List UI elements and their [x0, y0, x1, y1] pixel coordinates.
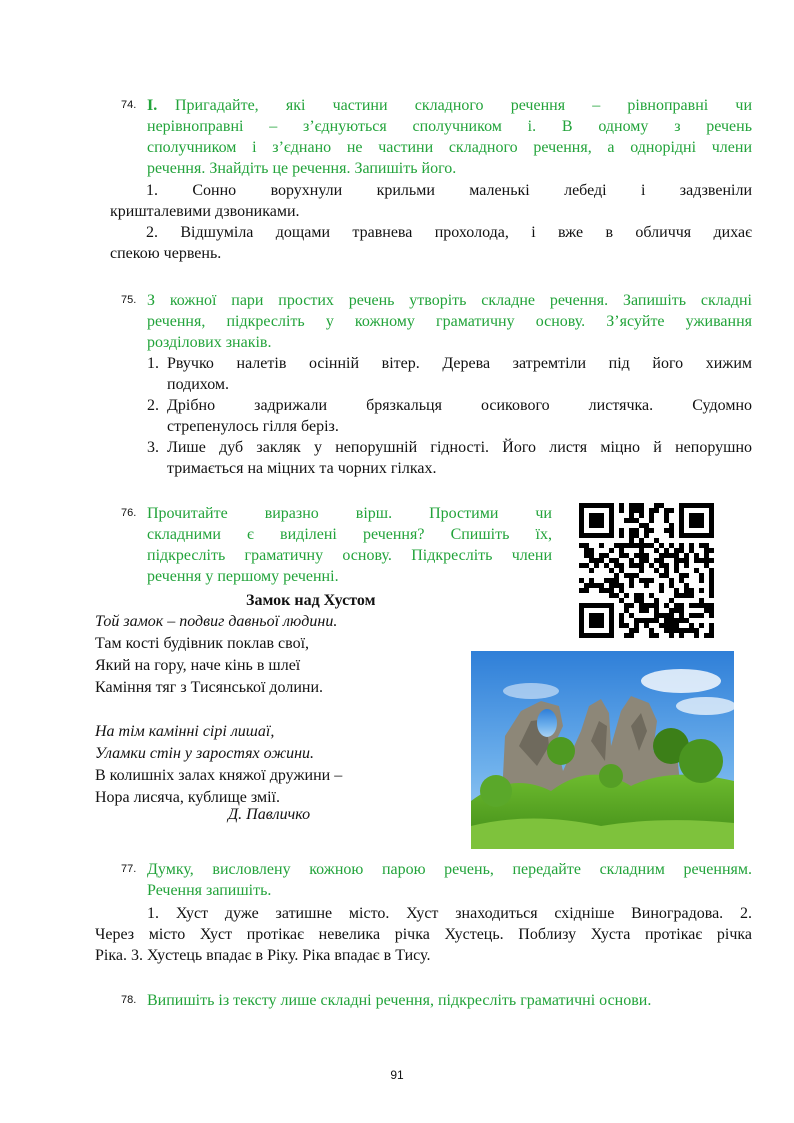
list-item-line: тримається на міцних та чорних гілках.	[167, 460, 437, 477]
list-item	[147, 353, 752, 395]
instruction-line: нерівноправні – з’єднуються сполучником і. В одному з речень	[147, 118, 752, 135]
instruction-line: речення, підкресліть у кожному граматичну основу. З’ясуйте уживання	[147, 313, 752, 330]
poem-line: В колишніх залах княжої дружини –	[95, 767, 343, 784]
list-item	[147, 437, 752, 479]
poem	[95, 611, 342, 809]
qr-code-graphic	[579, 503, 714, 638]
exercise-74-sentences	[110, 180, 752, 264]
sentence-1-first-line: 1. Сонно ворухнули крильми маленькі лебеді і задзвеніли	[146, 182, 752, 199]
instruction-line: речення у першому реченні.	[147, 568, 339, 585]
exercise-78-instruction: Випишіть із тексту лише складні речення, підкресліть граматичні основи.	[147, 992, 652, 1009]
list-item-line: Дрібно задрижали брязкальця осикового листячка. Судомно	[167, 397, 752, 414]
exercise-77-instruction	[147, 859, 752, 901]
poem-line-highlighted: Уламки стін у заростях ожини.	[95, 745, 315, 762]
instruction-line: Пригадайте, які частини складного речення – рівноправні чи	[175, 97, 752, 114]
exercise-75-number: 75.	[121, 294, 137, 306]
exercise-75-items	[147, 353, 752, 479]
exercise-74-instruction	[147, 95, 752, 179]
body-line: Ріка. 3. Хустець впадає в Ріку. Ріка впадає в Тису.	[95, 947, 431, 964]
list-item-line: стрепенулось гілля беріз.	[167, 418, 339, 435]
page-number: 91	[390, 1068, 404, 1082]
list-item-line: подихом.	[167, 376, 230, 393]
poem-author: Д. Павличко	[228, 806, 311, 823]
list-item-number: 2.	[147, 397, 159, 414]
poem-line: Там кості будівник поклав свої,	[95, 635, 310, 652]
sentence-2-first-line: 2. Відшуміла дощами травнева прохолода, і вже в обличчя дихає	[146, 224, 752, 241]
instruction-line: З кожної пари простих речень утворіть складне речення. Запишіть складні	[147, 292, 752, 309]
qr-code[interactable]	[579, 503, 714, 638]
exercise-76-instruction	[147, 503, 552, 587]
castle-ruins-photo	[471, 651, 734, 849]
poem-line: Каміння тяг з Тисянської долини.	[95, 679, 324, 696]
sentence-1-rest: кришталевими дзвониками.	[110, 203, 300, 220]
instruction-line: Думку, висловлену кожною парою речень, передайте складним реченням.	[147, 861, 752, 878]
exercise-77-body	[95, 903, 752, 966]
instruction-line: речення. Знайдіть це речення. Запишіть його.	[147, 160, 457, 177]
list-item-number: 3.	[147, 439, 159, 456]
exercise-77-number: 77.	[121, 863, 137, 875]
instruction-line: Прочитайте виразно вірш. Простими чи	[147, 505, 552, 522]
sentence-2-rest: спекою червень.	[110, 245, 222, 262]
list-item-number: 1.	[147, 355, 159, 372]
exercise-74-number: 74.	[121, 99, 137, 111]
exercise-76-number: 76.	[121, 507, 137, 519]
poem-line-highlighted: Той замок – подвиг давньої людини.	[95, 613, 338, 630]
instruction-line: складними є виділені речення? Спишіть їх,	[147, 526, 552, 543]
instruction-line: підкресліть граматичну основу. Підкресліть члени	[147, 547, 552, 564]
poem-line: Нора лисяча, кублище змії.	[95, 789, 280, 806]
castle-ruins-illustration	[471, 651, 734, 849]
exercise-78-number: 78.	[121, 994, 137, 1006]
list-item-line: Лише дуб закляк у непорушній гідності. Його листя міцно й непорушно	[167, 439, 752, 456]
poem-line: Який на гору, наче кінь в шлеї	[95, 657, 301, 674]
exercise-75-instruction	[147, 290, 752, 353]
poem-title: Замок над Хустом	[246, 592, 376, 609]
poem-line-highlighted: На тім камінні сірі лишаї,	[95, 723, 275, 740]
exercise-74-roman-numeral: I.	[147, 97, 158, 114]
instruction-line: Речення запишіть.	[147, 882, 272, 899]
stanza-spacer	[95, 699, 342, 721]
body-line: 1. Хуст дуже затишне місто. Хуст знаходиться східніше Виноградова. 2.	[147, 905, 752, 922]
body-line: Через місто Хуст протікає невелика річка Хустець. Поблизу Хуста протікає річка	[95, 926, 752, 943]
instruction-line: розділових знаків.	[147, 334, 272, 351]
instruction-line: сполучником і з’єднано не частини складного речення, а однорідні члени	[147, 139, 752, 156]
list-item-line: Рвучко налетів осінній вітер. Дерева затремтіли під його хижим	[167, 355, 752, 372]
list-item	[147, 395, 752, 437]
